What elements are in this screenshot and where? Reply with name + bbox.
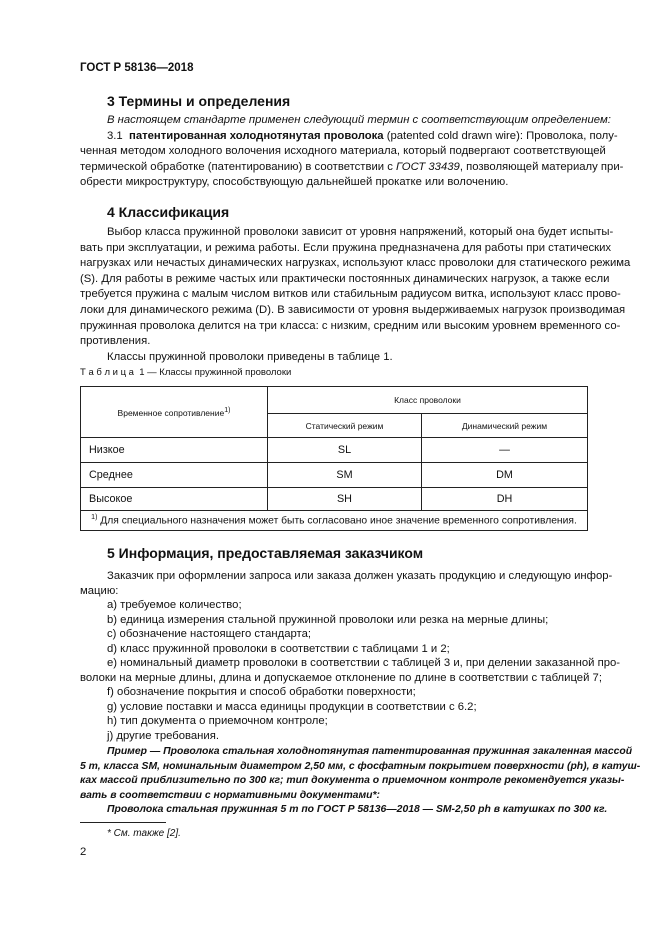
list-item: b) единица измерения стальной пружинной проволоки или резка на мерные длины;: [107, 613, 549, 626]
list-item: g) условие поставки и масса единицы продукции в соответствии с 6.2;: [107, 700, 477, 713]
table-caption: [80, 367, 588, 378]
example-line: вать в соответствии с нормативными документами*:: [80, 789, 380, 801]
column-group-header: Класс проволоки: [268, 387, 588, 414]
cell: Низкое: [81, 438, 268, 463]
text: , позволяющей материалу при-: [459, 160, 624, 173]
text-line: (S). Для работы в режиме частых или практически постоянных динамических нагрузок, а также если: [80, 272, 610, 285]
text-line: пружинная проволока делится на три класса: с низким, средним или высоким уровнем временного со-: [80, 319, 621, 332]
text-line: нагрузках или нечастых динамических нагрузках, используют класс проволоки для статического режима: [80, 257, 631, 270]
document-header: ГОСТ Р 58136—2018: [80, 62, 194, 74]
list-item-continuation: волоки на мерные длины, длина и допускаемое отклонение по длине в соответствии с таблицей 7;: [80, 671, 602, 684]
column-header-static: Статический режим: [268, 414, 422, 438]
section-4-title: 4 Классификация: [107, 204, 230, 220]
header-text: Временное сопротивление: [117, 407, 225, 418]
page-number: 2: [80, 846, 87, 858]
term-text: (patented cold drawn wire): Проволока, полу-: [386, 129, 618, 142]
table-row: [81, 438, 588, 463]
text-line: Заказчик при оформлении запроса или заказа должен указать продукцию и следующую инфор-: [107, 570, 613, 582]
text-line: требуется пружина с малым числом витков или стабильным радиусом витка, используют класс прово-: [80, 288, 621, 301]
section-5-title: 5 Информация, предоставляемая заказчиком: [107, 545, 424, 561]
text-line: Выбор класса пружинной проволоки зависит от уровня напряжений, который она будет испыты-: [107, 226, 614, 238]
example-line: Пример — Проволока стальная холоднотянутая патентированная пружинная закаленная массой: [107, 746, 633, 757]
term-number: 3.1: [107, 129, 123, 142]
footnote-marker: 1): [224, 406, 231, 414]
cell: Высокое: [81, 488, 268, 511]
text: термической обработке (патентированию) в соответствии с: [80, 160, 397, 173]
column-header-dynamic: Динамический режим: [421, 414, 587, 438]
text-line: Классы пружинной проволоки приведены в таблице 1.: [107, 350, 393, 363]
cell: SL: [268, 438, 422, 463]
cell: SM: [268, 463, 422, 488]
footnote: * См. также [2].: [107, 828, 181, 839]
wire-classes-table: [80, 386, 588, 531]
footnote-text: Для специального назначения может быть согласовано иное значение временного сопротивления.: [100, 515, 577, 527]
text-line: ченная методом холодного волочения исходного материала, который подвергают соответствующей: [80, 145, 606, 158]
cell: DM: [421, 463, 587, 488]
example-line: 5 т, класса SM, номинальным диаметром 2,50 мм, с фосфатным покрытием поверхности (ph), в катуш-: [80, 760, 641, 772]
footnote-divider: [80, 822, 166, 823]
example-result: Проволока стальная пружинная 5 т по ГОСТ Р 58136—2018 — SM-2,50 ph в катушках по 300 кг.: [107, 804, 608, 815]
example-line: ках массой приблизительно по 300 кг; тип документа о приемочном контроле рекомендуется указы-: [80, 775, 625, 786]
cell: DH: [421, 488, 587, 511]
column-header-strength: [81, 387, 268, 438]
table-row: [81, 488, 588, 511]
list-item: а) требуемое количество;: [107, 599, 242, 611]
section-4-body: [80, 225, 631, 365]
term: патентированная холоднотянутая проволока: [129, 129, 384, 142]
footnote-marker: 1): [91, 514, 98, 522]
text-line: вать при эксплуатации, и режима работы. Если пружина предназначена для работы при статических: [80, 241, 612, 254]
section-3-intro: В настоящем стандарте применен следующий термин с соответствующим определением:: [107, 114, 611, 126]
list-item: h) тип документа о приемочном контроле;: [107, 715, 328, 727]
list-item: f) обозначение покрытия и способ обработки поверхности;: [107, 686, 416, 698]
standard-reference: ГОСТ 33439: [396, 160, 460, 173]
term-definition-line: [80, 129, 618, 145]
text-line: [80, 160, 624, 176]
cell: Среднее: [81, 463, 268, 488]
text-line: мацию:: [80, 584, 119, 597]
list-item: j) другие требования.: [107, 729, 219, 742]
text-line: обрести микроструктуру, способствующую дальнейшей прокатке или волочению.: [80, 176, 509, 189]
table-row: [81, 463, 588, 488]
table-footnote: [81, 511, 588, 531]
section-5-body: [80, 569, 621, 743]
list-item: с) обозначение настоящего стандарта;: [107, 628, 312, 640]
caption-text: 1 — Классы пружинной проволоки: [139, 367, 292, 378]
list-item: d) класс пружинной проволоки в соответствии с таблицами 1 и 2;: [107, 642, 450, 655]
list-item: е) номинальный диаметр проволоки в соответствии с таблицей 3 и, при делении заказанной про-: [107, 657, 621, 669]
text-line: противления.: [80, 335, 151, 348]
section-3-body: [80, 113, 624, 191]
section-3-title: 3 Термины и определения: [107, 93, 291, 109]
cell: —: [421, 438, 587, 463]
caption-label: Т а б л и ц а: [80, 367, 134, 378]
cell: SH: [268, 488, 422, 511]
example-block: [80, 745, 641, 818]
text-line: локи для динамического режима (D). В зависимости от уровня выдерживаемых нагрузок производимая: [80, 303, 626, 316]
